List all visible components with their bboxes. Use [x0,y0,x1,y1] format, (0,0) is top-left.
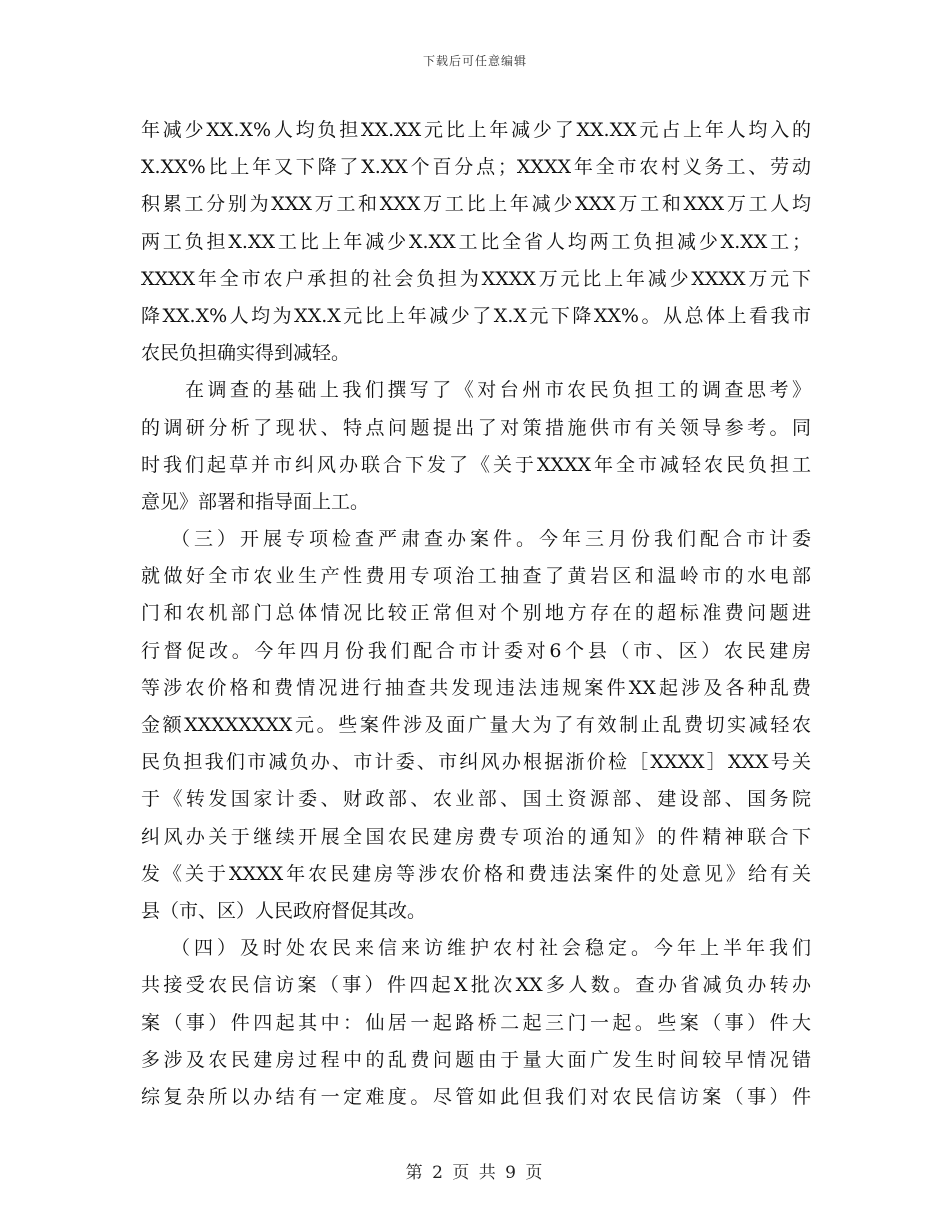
text-line: 案（事）件四起其中：仙居一起路桥二起三门一起。些案（事）件大 [141,1011,811,1034]
section-heading-line: （三）开展专项检查严肃查办案件。今年三月份我们配合市计委 [171,528,811,551]
text-line: 金额XXXXXXXX元。些案件涉及面广量大为了有效制止乱费切实减轻农 [141,714,811,736]
text-line: 积累工分别为XXX万工和XXX万工比上年减少XXX万工和XXX万工人均 [141,193,811,216]
page-header: 下载后可任意编辑 [422,54,527,68]
text-line: XXXX年全市农户承担的社会负担为XXXX万元比上年减少XXXX万元下 [141,267,811,290]
text-line: 纠风办关于继续开展全国农民建房费专项治的通知》的件精神联合下 [141,825,811,848]
paragraph-first-line: 在调查的基础上我们撰写了《对台州市农民负担工的调查思考》 [185,379,811,402]
text-line: 等涉农价格和费情况进行抽查共发现违法违规案件XX起涉及各种乱费 [141,676,811,699]
text-line: 降XX.X%人均为XX.X元比上年减少了X.X元下降XX%。从总体上看我市 [141,304,811,327]
text-line: 的调研分析了现状、特点问题提出了对策措施供市有关领导参考。同 [141,416,811,439]
text-line: 共接受农民信访案（事）件四起X批次XX多人数。查办省减负办转办 [141,974,811,997]
page-number: 第 2 页 共 9 页 [405,1163,545,1183]
text-line: 时我们起草并市纠风办联合下发了《关于XXXX年全市减轻农民负担工 [141,453,811,476]
text-line: 就做好全市农业生产性费用专项治工抽查了黄岩区和温岭市的水电部 [141,565,811,588]
text-line: 县（市、区）人民政府督促其改。 [141,899,427,922]
text-line: 于《转发国家计委、财政部、农业部、国土资源部、建设部、国务院 [141,788,811,811]
text-line: 意见》部署和指导面上工。 [141,490,370,513]
text-line: 农民负担确实得到减轻。 [141,342,351,365]
text-line: 门和农机部门总体情况比较正常但对个别地方存在的超标准费问题进 [141,602,811,625]
text-line: 综复杂所以办结有一定难度。尽管如此但我们对农民信访案（事）件 [141,1085,811,1108]
text-line: X.XX%比上年又下降了X.XX个百分点；XXXX年全市农村义务工、劳动 [141,156,811,179]
text-line: 行督促改。今年四月份我们配合市计委对6个县（市、区）农民建房 [141,639,811,662]
section-heading-line: （四）及时处农民来信来访维护农村社会稳定。今年上半年我们 [171,937,811,960]
text-line: 多涉及农民建房过程中的乱费问题由于量大面广发生时间较早情况错 [141,1048,811,1071]
text-line: 发《关于XXXX年农民建房等涉农价格和费违法案件的处意见》给有关 [141,862,811,885]
text-line: 两工负担X.XX工比上年减少X.XX工比全省人均两工负担减少X.XX工； [141,230,811,253]
document-body [141,112,811,1116]
text-line: 民负担我们市减负办、市计委、市纠风办根据浙价检［XXXX］XXX号关 [141,751,811,774]
text-line: 年减少XX.X%人均负担XX.XX元比上年减少了XX.XX元占上年人均入的 [141,119,811,141]
